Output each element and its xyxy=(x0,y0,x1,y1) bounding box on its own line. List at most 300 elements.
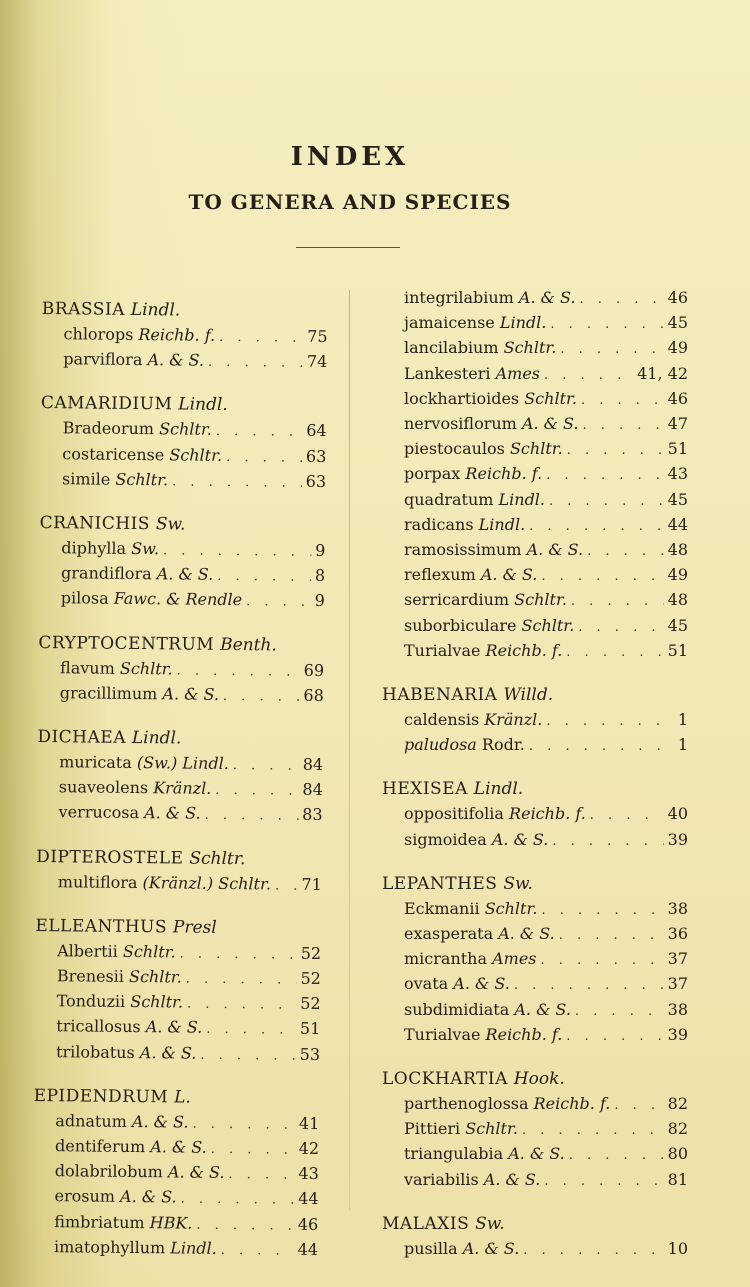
species-label xyxy=(404,733,525,756)
page-number: 9 xyxy=(315,540,326,560)
genus-heading xyxy=(382,1211,688,1237)
species-label xyxy=(55,1159,225,1184)
species-entry xyxy=(41,347,327,375)
dot-leader xyxy=(522,1119,664,1142)
species-label xyxy=(404,897,537,920)
genus-author: Lindl. xyxy=(131,727,182,749)
dot-leader xyxy=(582,414,663,437)
species-name: Lankesteri xyxy=(404,363,491,383)
species-author: Schltr. xyxy=(122,941,176,962)
species-name: tricallosus xyxy=(56,1016,141,1037)
page-number: 82 xyxy=(667,1094,688,1114)
species-entry xyxy=(32,1210,318,1238)
species-entry xyxy=(34,989,320,1017)
species-author: A. & S. xyxy=(521,414,579,434)
species-entry xyxy=(40,416,326,444)
species-author: Reichb. f. xyxy=(485,640,563,660)
species-label xyxy=(404,286,575,309)
species-label xyxy=(404,563,537,586)
species-name: reflexum xyxy=(404,565,476,585)
dot-leader xyxy=(215,779,298,803)
species-label xyxy=(404,336,556,359)
page-number: 10 xyxy=(667,1238,688,1258)
page-number: 81 xyxy=(667,1169,688,1189)
species-label xyxy=(56,1015,202,1040)
species-entry xyxy=(382,362,688,387)
dot-leader xyxy=(163,539,311,564)
dot-leader xyxy=(546,710,673,733)
species-name: ovata xyxy=(404,974,449,994)
species-entry xyxy=(382,998,688,1023)
species-label xyxy=(54,1210,192,1235)
species-name: flavum xyxy=(60,657,115,678)
dot-leader xyxy=(552,830,663,853)
species-entry xyxy=(35,939,321,967)
dot-leader xyxy=(529,515,663,538)
genus-author: Willd. xyxy=(503,685,554,706)
dot-leader xyxy=(221,1239,294,1263)
species-author: Kränzl. xyxy=(153,778,212,799)
genus-author: Lindl. xyxy=(178,394,228,416)
species-author: Lindl. xyxy=(498,489,546,509)
genus-name: LEPANTHES xyxy=(382,873,498,894)
genus-name: HEXISEA xyxy=(382,779,468,800)
species-label xyxy=(404,1023,562,1046)
species-author: A. & S. xyxy=(498,924,555,944)
species-label xyxy=(55,1109,188,1134)
dot-leader xyxy=(192,1112,295,1136)
species-label xyxy=(404,412,578,435)
species-author: A. & S. xyxy=(483,1169,541,1189)
page-number: 38 xyxy=(667,898,688,918)
genus-name: CRYPTOCENTRUM xyxy=(38,632,215,655)
species-author: A. & S. xyxy=(145,1017,203,1038)
dot-leader xyxy=(180,1188,294,1212)
species-entry xyxy=(382,1142,688,1167)
genus-author: Schltr. xyxy=(189,848,246,869)
genus-name: EPIDENDRUM xyxy=(33,1085,169,1108)
species-author: A. & S. xyxy=(514,999,571,1019)
species-entry xyxy=(382,733,688,758)
species-label xyxy=(58,801,200,826)
species-entry xyxy=(382,1168,688,1193)
species-name: ramosissimum xyxy=(404,540,522,560)
page-number: 41, 42 xyxy=(637,363,688,383)
species-name: sigmoidea xyxy=(404,829,487,849)
species-label xyxy=(404,1237,519,1260)
dot-leader xyxy=(187,993,296,1017)
page-number: 63 xyxy=(305,471,327,491)
species-entry xyxy=(41,322,327,350)
species-entry xyxy=(33,1134,319,1162)
species-label xyxy=(404,1142,565,1165)
page-number: 69 xyxy=(303,660,325,680)
genus-author: Hook. xyxy=(513,1069,565,1090)
page-number: 39 xyxy=(667,829,688,849)
species-name: suborbiculare xyxy=(404,615,517,635)
genus-heading xyxy=(382,776,688,802)
species-name: nervosiflorum xyxy=(404,414,517,434)
genus-name: CAMARIDIUM xyxy=(40,393,173,415)
species-entry xyxy=(382,488,688,513)
species-entry xyxy=(35,964,321,992)
dot-leader xyxy=(216,420,303,444)
species-author: A. & S. xyxy=(144,803,201,824)
species-label xyxy=(60,656,173,680)
species-label xyxy=(61,561,213,586)
species-name: exasperata xyxy=(404,924,494,944)
species-entry xyxy=(36,870,322,898)
species-author: A. & S. xyxy=(167,1162,225,1183)
genus-author: Sw. xyxy=(475,1213,505,1234)
species-label xyxy=(404,362,540,385)
species-label xyxy=(63,322,215,347)
species-name: erosum xyxy=(54,1186,116,1207)
species-label xyxy=(59,775,212,800)
species-name: caldensis xyxy=(404,710,480,730)
species-name: integrilabium xyxy=(404,288,514,307)
page-number: 53 xyxy=(299,1044,321,1064)
species-entry xyxy=(382,947,688,972)
genus-author: L. xyxy=(174,1087,191,1108)
species-entry xyxy=(382,513,688,538)
dot-leader xyxy=(578,616,663,639)
species-author: Schltr. xyxy=(503,338,557,358)
species-label xyxy=(59,750,229,775)
dot-leader xyxy=(205,804,299,828)
species-label xyxy=(57,939,176,963)
dot-leader xyxy=(566,641,663,664)
species-author: A. & S. xyxy=(131,1111,189,1132)
dot-leader xyxy=(275,874,298,897)
species-author: A. & S. xyxy=(453,974,510,994)
page-number: 40 xyxy=(667,804,688,824)
species-entry xyxy=(382,1237,688,1262)
genus-name: HABENARIA xyxy=(382,685,498,706)
species-name: Albertii xyxy=(57,941,118,961)
species-label xyxy=(62,442,222,467)
dot-leader xyxy=(172,470,302,495)
species-label xyxy=(404,1092,610,1115)
species-name: radicans xyxy=(404,514,474,534)
species-name: Brenesii xyxy=(56,966,125,986)
species-entry xyxy=(382,1117,688,1142)
species-name: jamaicense xyxy=(404,313,495,333)
species-name: diphylla xyxy=(61,538,127,558)
species-author: Schltr. xyxy=(119,658,173,679)
species-author: Schltr. xyxy=(524,388,577,408)
dot-leader xyxy=(217,565,311,589)
dot-leader xyxy=(575,1000,664,1023)
genus-heading xyxy=(33,1083,319,1112)
species-name: Turialvae xyxy=(404,1024,481,1044)
dot-leader xyxy=(228,1163,294,1187)
species-name: grandiflora xyxy=(61,563,152,584)
species-author: Lindl. xyxy=(499,313,547,333)
dot-leader xyxy=(571,590,664,613)
dot-leader xyxy=(590,804,664,827)
page-number: 45 xyxy=(667,313,688,333)
species-author: Lindl. xyxy=(170,1238,217,1258)
species-author: A. & S. xyxy=(480,565,538,585)
species-author: Schltr. xyxy=(115,469,169,490)
genus-name: LOCKHARTIA xyxy=(382,1069,508,1090)
species-entry xyxy=(382,437,688,462)
species-entry xyxy=(382,412,688,437)
species-name: porpax xyxy=(404,464,461,484)
species-name: pilosa xyxy=(60,588,109,609)
dot-leader xyxy=(550,313,663,336)
page-number: 83 xyxy=(302,805,323,825)
species-entry xyxy=(382,802,688,827)
species-entry xyxy=(34,1040,320,1068)
species-author: A. & S. xyxy=(120,1187,177,1207)
species-author: A. & S. xyxy=(508,1144,565,1164)
species-name: Tonduzii xyxy=(56,991,126,1012)
column-divider xyxy=(349,290,350,1210)
page-number: 44 xyxy=(667,514,688,534)
dot-leader xyxy=(549,490,664,513)
page-number: 43 xyxy=(667,464,688,484)
dot-leader xyxy=(177,659,300,683)
page-number: 45 xyxy=(667,489,688,509)
genus-group xyxy=(36,844,323,898)
species-entry xyxy=(34,1014,320,1042)
species-label xyxy=(404,488,545,511)
species-label xyxy=(55,1134,207,1159)
genus-group xyxy=(36,724,323,829)
species-name: imatophyllum xyxy=(53,1237,166,1258)
species-name: Bradeorum xyxy=(62,418,155,439)
species-name: lancilabium xyxy=(404,338,499,358)
page-title: INDEX xyxy=(290,142,410,172)
genus-name: CRANICHIS xyxy=(39,513,151,535)
genus-author: Presl xyxy=(172,917,217,938)
page-number: 46 xyxy=(297,1214,319,1234)
species-label xyxy=(404,708,542,731)
species-author: A. & S. xyxy=(162,684,220,704)
species-entry xyxy=(39,586,325,614)
species-entry xyxy=(382,897,688,922)
species-entry xyxy=(382,828,688,853)
page-number: 44 xyxy=(297,1239,319,1259)
genus-author: Benth. xyxy=(220,634,277,656)
page-number: 37 xyxy=(667,949,688,969)
species-label xyxy=(404,972,510,995)
species-entry xyxy=(382,639,688,664)
species-label xyxy=(404,1117,518,1140)
species-label xyxy=(54,1235,217,1260)
dot-leader xyxy=(514,974,664,997)
dot-leader xyxy=(560,338,663,361)
dot-leader xyxy=(233,754,299,778)
species-entry xyxy=(382,972,688,997)
page-number: 52 xyxy=(300,968,321,989)
genus-heading xyxy=(382,682,688,708)
species-name: parthenoglossa xyxy=(404,1094,529,1114)
dot-leader xyxy=(569,1144,664,1167)
dot-leader xyxy=(541,949,664,972)
genus-author: Sw. xyxy=(155,514,186,535)
dot-leader xyxy=(546,464,663,487)
species-entry xyxy=(382,922,688,947)
species-name: suaveolens xyxy=(58,777,149,798)
page-number: 71 xyxy=(301,874,322,894)
page-number: 47 xyxy=(667,414,688,434)
species-name: lockhartioides xyxy=(404,388,520,408)
dot-leader xyxy=(211,1138,295,1162)
genus-name: DICHAEA xyxy=(37,727,127,748)
title-rule xyxy=(296,247,400,248)
genus-group xyxy=(382,682,688,758)
species-entry xyxy=(38,656,324,684)
species-name: serricardium xyxy=(404,590,510,610)
species-label xyxy=(404,588,567,611)
genus-heading xyxy=(382,871,688,897)
species-entry xyxy=(39,561,325,589)
species-name: pusilla xyxy=(404,1238,458,1258)
genus-group xyxy=(40,390,327,495)
page-number: 48 xyxy=(667,590,688,610)
page-number: 52 xyxy=(300,993,321,1014)
index-column-left xyxy=(32,296,328,1281)
species-entry xyxy=(382,387,688,412)
species-name: chlorops xyxy=(63,324,134,344)
species-label xyxy=(404,998,571,1021)
page-number: 51 xyxy=(299,1019,321,1039)
genus-author: Lindl. xyxy=(130,299,181,321)
genus-heading xyxy=(35,913,321,942)
page-number: 51 xyxy=(667,640,688,660)
species-label xyxy=(404,614,574,637)
species-entry xyxy=(382,336,688,361)
species-author: Schltr. xyxy=(465,1119,518,1139)
page-number: 46 xyxy=(667,388,688,408)
species-name: dentiferum xyxy=(55,1136,146,1157)
page-number: 36 xyxy=(667,924,688,944)
page-number: 75 xyxy=(307,326,328,346)
species-author: Schltr. xyxy=(159,419,212,440)
genus-heading xyxy=(36,844,322,873)
species-label xyxy=(404,437,563,460)
page-number: 84 xyxy=(302,779,323,800)
species-name: paludosa xyxy=(404,735,477,755)
genus-author: Sw. xyxy=(503,873,533,894)
species-name: verrucosa xyxy=(58,802,140,823)
dot-leader xyxy=(196,1213,294,1237)
dot-leader xyxy=(544,364,633,387)
species-label xyxy=(404,802,586,825)
species-label xyxy=(404,311,546,334)
species-entry xyxy=(382,1092,688,1117)
genus-heading xyxy=(42,296,328,325)
genus-group xyxy=(34,913,322,1068)
dot-leader xyxy=(219,326,303,350)
page-number: 48 xyxy=(667,540,688,560)
species-author: Reichb. f. xyxy=(138,325,216,345)
species-entry xyxy=(382,614,688,639)
species-entry xyxy=(33,1159,319,1187)
genus-group xyxy=(382,1211,688,1262)
species-entry xyxy=(39,536,325,564)
species-label xyxy=(404,387,577,410)
species-entry xyxy=(382,563,688,588)
page-number: 39 xyxy=(667,1024,688,1044)
species-entry xyxy=(382,538,688,563)
genus-heading xyxy=(382,1066,688,1092)
genus-name: MALAXIS xyxy=(382,1213,470,1234)
species-author: (Sw.) Lindl. xyxy=(136,753,229,774)
page-number: 84 xyxy=(302,754,324,775)
species-author: A. & S. xyxy=(526,540,584,560)
species-author: A. & S. xyxy=(139,1042,197,1063)
species-name: oppositifolia xyxy=(404,804,504,824)
page-number: 38 xyxy=(667,999,688,1019)
species-author: A. & S. xyxy=(147,350,205,370)
dot-leader xyxy=(246,591,311,615)
species-label xyxy=(62,467,168,491)
species-author: Schltr. xyxy=(128,966,182,987)
species-label xyxy=(404,513,525,536)
species-author: A. & S. xyxy=(150,1137,207,1157)
species-author: Rodr. xyxy=(481,735,525,755)
dot-leader xyxy=(541,565,663,588)
species-name: variabilis xyxy=(404,1169,479,1189)
species-entry xyxy=(382,286,688,311)
page-number: 43 xyxy=(298,1163,319,1184)
dot-leader xyxy=(226,446,302,470)
dot-leader xyxy=(186,968,297,992)
species-name: fimbriatum xyxy=(54,1211,145,1232)
page-number: 41 xyxy=(298,1113,320,1133)
species-name: triangulabia xyxy=(404,1144,504,1164)
species-name: Pittieri xyxy=(404,1119,461,1139)
genus-name: DIPTEROSTELE xyxy=(36,846,184,869)
page-number: 52 xyxy=(300,943,322,963)
genus-heading xyxy=(37,724,323,753)
species-author: A. & S. xyxy=(491,829,549,849)
species-label xyxy=(404,947,537,970)
species-name: Eckmanii xyxy=(404,898,480,918)
species-name: multiflora xyxy=(57,871,138,892)
genus-group xyxy=(382,286,688,664)
species-name: gracillimum xyxy=(59,683,158,704)
species-label xyxy=(404,922,555,945)
page-number: 82 xyxy=(667,1119,688,1139)
species-author: A. & S. xyxy=(518,288,576,307)
species-name: costaricense xyxy=(62,443,165,464)
page-number: 49 xyxy=(667,338,688,358)
species-name: subdimidiata xyxy=(404,999,510,1019)
species-author: (Kränzl.) Schltr. xyxy=(142,872,272,894)
genus-group xyxy=(38,630,325,709)
species-name: muricata xyxy=(59,752,132,772)
dot-leader xyxy=(587,540,664,563)
species-name: adnatum xyxy=(55,1111,127,1131)
species-author: Schltr. xyxy=(514,590,567,610)
dot-leader xyxy=(223,685,300,709)
genus-group xyxy=(41,296,328,375)
page-number: 46 xyxy=(667,288,688,307)
genus-heading xyxy=(38,630,324,659)
page-number: 42 xyxy=(298,1138,320,1159)
species-entry xyxy=(40,467,326,495)
dot-leader xyxy=(200,1043,296,1067)
page-number: 45 xyxy=(667,615,688,635)
species-label xyxy=(57,964,182,989)
species-label xyxy=(61,587,243,612)
species-label xyxy=(404,639,562,662)
